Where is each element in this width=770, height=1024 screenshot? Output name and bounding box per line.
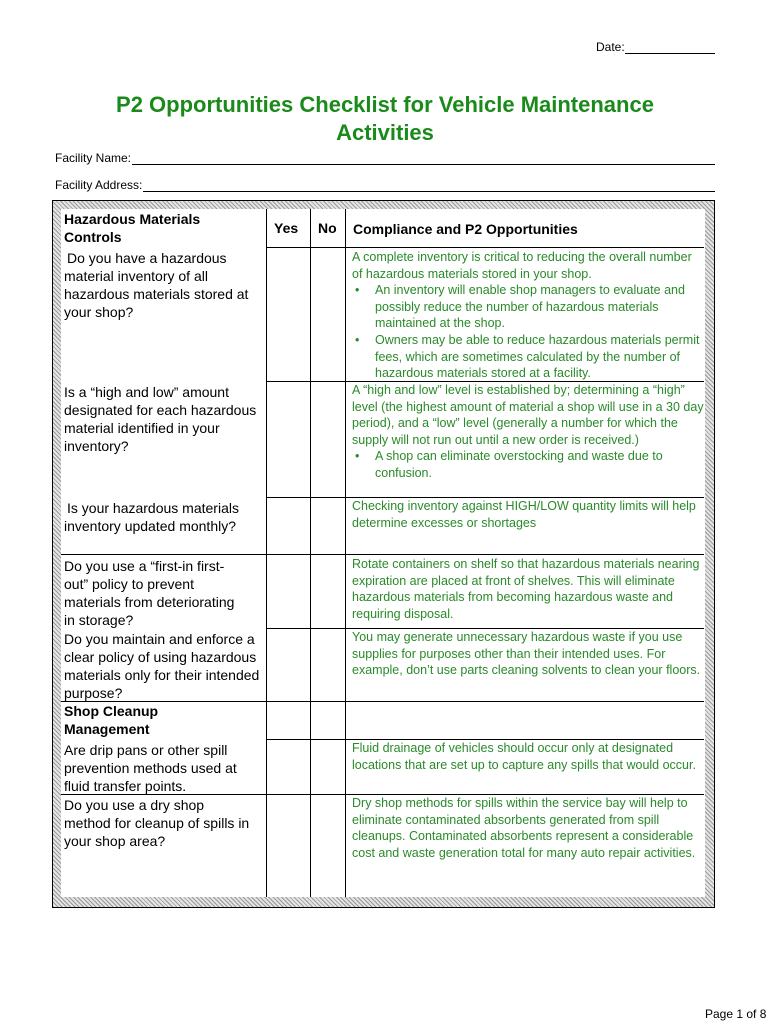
- question-7: Do you use a dry shop method for cleanup of spills in your shop area?: [64, 797, 250, 849]
- title-line-1: P2 Opportunities Checklist for Vehicle Maintenance: [116, 92, 654, 117]
- compliance-1-bullet-2: • Owners may be able to reduce hazardous materials permit fees, which are sometimes calculated by the number of hazardous materials stored at a facility.: [352, 332, 704, 382]
- section-heading-hazardous-materials: Hazardous Materials Controls: [64, 211, 201, 245]
- compliance-text-4: Rotate containers on shelf so that hazardous materials nearing expiration are placed at front of shelves. This will eliminate hazardous materials from becoming hazardous waste and requiring disposal.: [352, 557, 700, 621]
- title-line-2: Activities: [336, 120, 434, 145]
- row-divider-3: [61, 554, 704, 555]
- page-number: Page 1 of 8: [705, 1007, 767, 1021]
- section-heading-shop-cleanup: Shop Cleanup Management: [64, 703, 159, 737]
- compliance-text-2: [352, 382, 704, 482]
- compliance-text-7: Dry shop methods for spills within the service bay will help to eliminate contaminated absorbents generated from spill cleanups. Contaminated absorbents represent a considerable cost and waste generation total for many auto repair activities.: [352, 796, 696, 860]
- facility-address-label: Facility Address:: [55, 178, 143, 192]
- date-field: [596, 40, 715, 54]
- compliance-1-bullet-1: • An inventory will enable shop managers to evaluate and possibly reduce the number of hazardous materials maintained at the shop.: [352, 282, 704, 332]
- compliance-text-6: Fluid drainage of vehicles should occur only at designated locations that are set up to capture any spills that would occur.: [352, 741, 696, 772]
- compliance-2-list: [352, 448, 704, 481]
- question-4: Do you use a “first-in first-out” policy to prevent materials from deteriorating in storage?: [64, 558, 235, 628]
- facility-address-blank[interactable]: [143, 179, 715, 192]
- no-checkbox-q1[interactable]: [311, 248, 345, 381]
- compliance-text-1: [352, 249, 704, 382]
- column-header-no: No: [318, 220, 337, 236]
- compliance-1-intro: A complete inventory is critical to reducing the overall number of hazardous materials stored in your shop.: [352, 250, 692, 281]
- compliance-text-3: Checking inventory against HIGH/LOW quantity limits will help determine excesses or shortages: [352, 499, 696, 530]
- date-label: Date:: [596, 40, 625, 54]
- facility-address-field: [55, 178, 715, 192]
- compliance-2-bullet-1: • A shop can eliminate overstocking and waste due to confusion.: [352, 448, 704, 481]
- page-title: [70, 91, 700, 147]
- compliance-text-5: You may generate unnecessary hazardous waste if you use supplies for purposes other than their intended uses. For example, don’t use parts cleaning solvents to clean your floors.: [352, 630, 701, 678]
- facility-name-blank[interactable]: [132, 152, 715, 165]
- question-3: Is your hazardous materials inventory updated monthly?: [64, 500, 239, 534]
- question-5: Do you maintain and enforce a clear policy of using hazardous materials only for their intended purpose?: [64, 631, 260, 701]
- question-2: Is a “high and low” amount designated for each hazardous material identified in your inventory?: [64, 384, 257, 454]
- facility-name-field: [55, 151, 715, 165]
- column-header-compliance: Compliance and P2 Opportunities: [353, 221, 578, 237]
- question-1: Do you have a hazardous material inventory of all hazardous materials stored at your shop?: [64, 250, 249, 320]
- yes-checkbox-q1[interactable]: [267, 248, 310, 381]
- question-6: Are drip pans or other spill prevention methods used at fluid transfer points.: [64, 742, 237, 794]
- column-header-yes: Yes: [274, 220, 299, 236]
- compliance-1-list: [352, 282, 704, 382]
- facility-name-label: Facility Name:: [55, 151, 132, 165]
- compliance-2-intro: A “high and low” level is established by; determining a “high” level (the highest amount of material a shop will use in a 30 day period), and a “low” level (generally a number for which the supply will not run out until a new order is received.): [352, 383, 704, 447]
- date-blank[interactable]: [625, 41, 715, 54]
